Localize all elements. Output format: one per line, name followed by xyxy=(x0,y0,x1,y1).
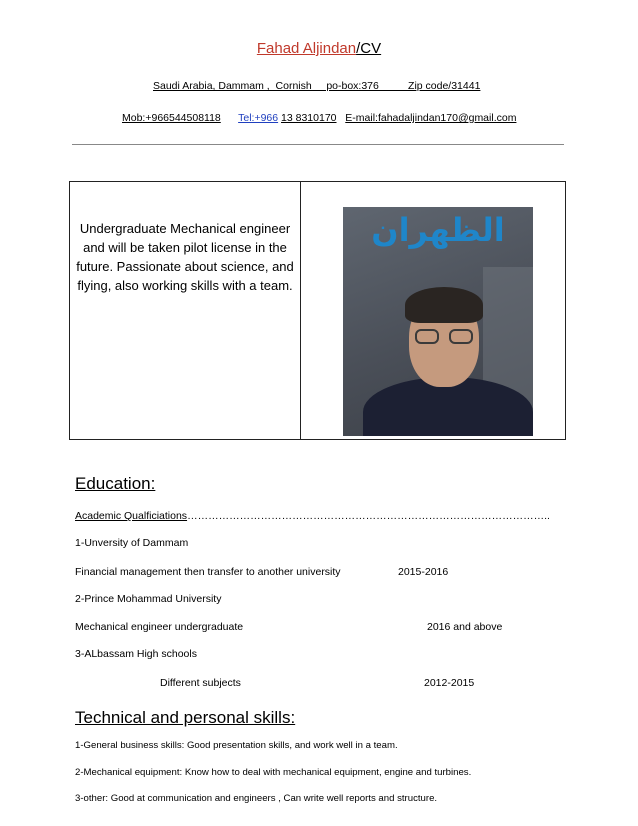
mobile-number: Mob:+966544508118 xyxy=(122,112,221,124)
contact-line xyxy=(122,112,516,124)
photo-background-logo: الظهران xyxy=(371,211,505,249)
skills-heading: Technical and personal skills: xyxy=(75,708,296,727)
skill-item-1: 1-General business skills: Good presentation skills, and work well in a team. xyxy=(75,740,398,751)
skill-item-3: 3-other: Good at communication and engineers , Can write well reports and structure. xyxy=(75,793,438,804)
education-school-3: 3-ALbassam High schools xyxy=(75,648,197,660)
qualifications-dots: ………………………………………………………………………………………….. xyxy=(187,510,550,522)
education-school-2: 2-Prince Mohammad University xyxy=(75,593,222,605)
header-divider xyxy=(72,144,564,145)
education-detail-3: Different subjects xyxy=(160,677,241,689)
education-years-3: 2012-2015 xyxy=(424,677,475,689)
profile-summary: Undergraduate Mechanical engineer and will be taken pilot license in the future. Passionate about science, and flying, also working skills with a team. xyxy=(76,221,294,293)
skill-item-2: 2-Mechanical equipment: Know how to deal with mechanical equipment, engine and turbines. xyxy=(75,767,472,778)
tel-prefix[interactable]: Tel:+966 xyxy=(238,112,279,124)
qualifications-label: Academic Qualficiations xyxy=(75,510,188,522)
education-detail-1: Financial management then transfer to another university xyxy=(75,566,341,578)
education-years-2: 2016 and above xyxy=(427,621,503,633)
table-column-divider xyxy=(300,182,301,439)
education-detail-2: Mechanical engineer undergraduate xyxy=(75,621,244,633)
education-school-1: 1-Unversity of Dammam xyxy=(75,537,189,549)
photo-hair xyxy=(405,287,483,323)
education-years-1: 2015-2016 xyxy=(398,566,449,578)
qualifications-line xyxy=(75,510,550,522)
photo-glasses xyxy=(415,329,475,345)
address-text: Saudi Arabia, Dammam , Cornish po-box:376 Zip code/31441 xyxy=(153,80,481,92)
cv-suffix: /CV xyxy=(356,40,382,57)
profile-photo xyxy=(343,207,533,436)
education-heading: Education: xyxy=(75,474,156,493)
address-line xyxy=(153,80,480,92)
applicant-name: Fahad Aljindan xyxy=(256,40,357,57)
cv-title xyxy=(0,40,638,57)
email-address: E-mail:fahadaljindan170@gmail.com xyxy=(345,112,517,124)
tel-number: 13 8310170 xyxy=(281,112,337,124)
